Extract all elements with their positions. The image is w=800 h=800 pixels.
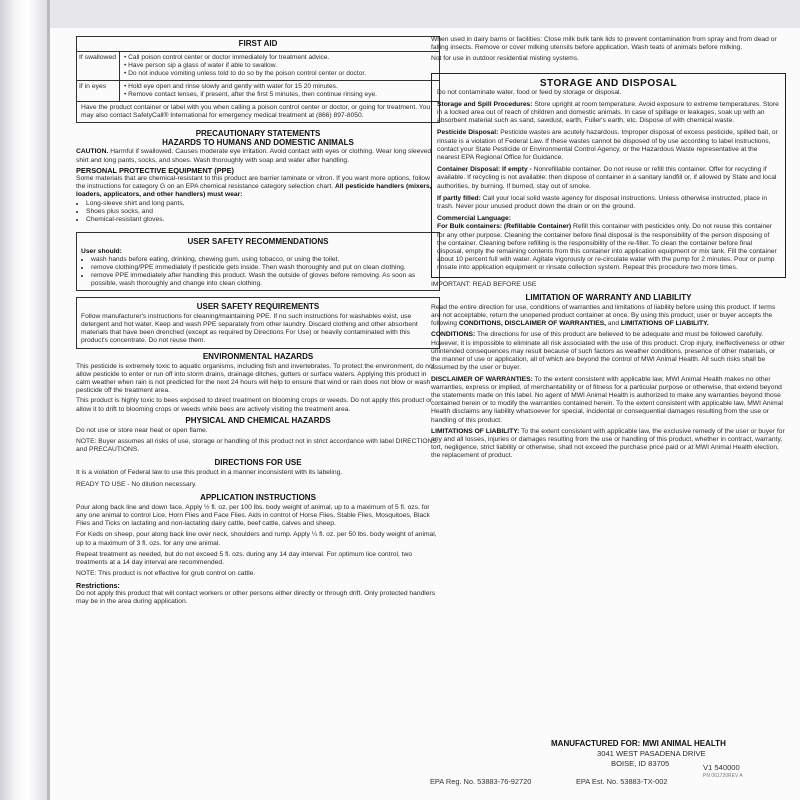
- physical-title: PHYSICAL AND CHEMICAL HAZARDS: [185, 415, 331, 425]
- ppe-text: Some materials that are chemical-resistant to this product are barrier laminate or vitron. If you want more options, follow the instructions for category G on an EPA chemical resistance category selection chart.: [76, 175, 430, 191]
- ppe-list: [76, 200, 440, 224]
- user-safety-title: USER SAFETY RECOMMENDATIONS: [187, 236, 329, 246]
- user-safety-recommendations: [76, 232, 440, 291]
- list-item: • Chemical-resistant gloves.: [86, 216, 440, 224]
- env-p2: This product is highly toxic to bees exposed to direct treatment on blooming crops or weeds. Do not apply this product or allow it to drift to blooming crops or weeds while bees are actively visiting the treatment area.: [76, 397, 433, 413]
- first-aid-table: [76, 36, 440, 123]
- restrictions-text: Do not apply this product that will contact workers or other persons either directly or through drift. Only protected handlers may be in the area during application.: [76, 589, 436, 605]
- caution-text: CAUTION. Harmful if swallowed. Causes moderate eye irritation. Avoid contact with eyes or clothing. Wear long sleeved shirt and long pants, socks, and shoes. Wash thoroughly with soap and water after handling.: [76, 148, 432, 164]
- manufactured-for-label: MANUFACTURED FOR:: [551, 739, 641, 748]
- application-p4: NOTE: This product is not effective for grub control on cattle.: [76, 570, 256, 578]
- pesticide-disposal: Pesticide Disposal: Pesticide wastes are acutely hazardous. Improper disposal of excess pesticide, spilled bait, or rinsate is a violation of Federal Law. If these wastes cannot be disposed of by use according to label instructions, contact your State Pesticide or Environmental Control Agency, or the Hazardous Waste representative at the nearest EPA Regional Office for Guidance.: [437, 129, 778, 162]
- directions-for-use: [76, 458, 440, 488]
- physical-p2: NOTE: Buyer assumes all risks of use, storage or handling of this product not in strict accordance with label DIRECTIONS and PRECAUTIONS.: [76, 438, 437, 454]
- partly-filled: If partly filled: Call your local solid waste agency for disposal instructions. Unless otherwise instructed, place in trash. Never pour unused product down the drain or on the ground.: [437, 194, 768, 211]
- important-read: IMPORTANT: READ BEFORE USE: [431, 280, 537, 288]
- manufacturer-name: MWI ANIMAL HEALTH: [642, 739, 726, 748]
- first-aid-note: Have the product container or label with you when calling a poison control center or doctor, or going for treatment. You may also contact SafetyCall® International for emergency medical treatment at (866) 897-8050.: [81, 104, 431, 120]
- product-label: [50, 28, 800, 800]
- list-item: • Shoes plus socks, and: [86, 208, 440, 216]
- list-item: • Long-sleeve shirt and long pants,: [86, 200, 440, 208]
- epa-reg-no: EPA Reg. No. 53883-76-92720: [430, 777, 532, 786]
- warranty-title: LIMITATION OF WARRANTY AND LIABILITY: [525, 292, 692, 302]
- application-p1: Pour along back line and down face. Apply ½ fl. oz. per 100 lbs. body weight of animal, up to a maximum of 5 fl. ozs. for any one animal to control Lice, Horn Flies and Face Flies. Aids in control of Horse Flies, Stable Flies, Mosquitoes, Black Flies and Ticks on lactating and non-lactating dairy cattle, beef cattle, calves and sheep.: [76, 503, 430, 528]
- commercial-language: Commercial Language:: [437, 215, 511, 223]
- first-aid-line: • Remove contact lenses, if present, after the first 5 minutes, then continue rinsing eye.: [124, 91, 377, 98]
- left-column: [76, 36, 440, 606]
- version-code: V1 540000: [703, 763, 740, 772]
- directions-p1: It is a violation of Federal law to use this product in a manner inconsistent with its labeling.: [76, 469, 343, 477]
- misting-text: Not for use in outdoor residential misting systems.: [431, 55, 579, 63]
- application-instructions: [76, 493, 440, 606]
- env-title: ENVIRONMENTAL HAZARDS: [202, 351, 314, 361]
- application-p3: Repeat treatment as needed, but do not exceed 5 fl. ozs. during any 14 day interval. For optimum lice control, two treatments at a 14 day interval are recommended.: [76, 550, 413, 567]
- physical-chemical-hazards: [76, 416, 440, 455]
- bulk-containers: For Bulk containers: (Refillable Container) Refill this container with pesticides only. Do not reuse this container for any other purpose. Cleaning the container before final disposal is the responsibility of the person disposing of the container. Cleaning before refilling is the responsibility of the re-filler. To clean the container before final disposal, empty the remaining contents from this container into application equipment or mix tank. Fill the container about 10 percent full with water. Agitate vigorously or re-circulate water with the pump for 2 minutes. Pour or pump rinsate into application equipment or rinsate collection system. Repeat this procedure two more times.: [437, 223, 777, 272]
- list-item: • remove PPE immediately after handling this product. Wash the outside of gloves before removing. As soon as possible, wash thoroughly and change into clean clothing.: [91, 272, 435, 288]
- storage-intro: Do not contaminate water, food or feed by storage or disposal.: [437, 88, 622, 96]
- first-aid-row-swallowed: [77, 51, 439, 80]
- first-aid-title: FIRST AID: [238, 39, 278, 48]
- warranty-p1: Read the entire direction for use, conditions of warranties and limitations of liability before using this product. If terms are not acceptable, return the unopened product container at once. By using this product, user or buyer accepts the following CONDITIONS, DISCLAIMER OF WARRANTIES, and LIMITATIONS OF LIABILITY.: [431, 303, 776, 328]
- part-number: PN 061720REV A: [703, 773, 743, 779]
- precautionary-title: PRECAUTIONARY STATEMENTS: [195, 129, 321, 139]
- dairy-barns-text: When used in dairy barns or facilities: Close milk bulk tank lids to prevent contamination from spray and from dead or falling insects. Remove or cover milking utensils before application. Wash teats of animals before milking.: [431, 36, 777, 52]
- disclaimer-text: DISCLAIMER OF WARRANTIES: To the extent consistent with applicable law, MWI Animal Health makes no other warranties, express or implied, of merchantability or of fitness for a particular purpose or otherwise, that extend beyond the statements made on this label. No agent of MWI Animal Health is authorized to make any warranties beyond those contained herein or to modify the warranties contained herein. To the extent consistent with applicable law, MWI Animal Health disclaims any liability whatsoever for special, incidental or consequential damages resulting from the use or handling of this product.: [431, 375, 783, 424]
- first-aid-line: • Do not induce vomiting unless told to do so by the poison control center or doctor.: [124, 70, 367, 77]
- env-p1: This pesticide is extremely toxic to aquatic organisms, including fish and invertebrates. To protect the environment, do not allow pesticide to enter or run off into storm drains, drainage ditches, gutters or surface waters. Applying this product in calm weather when rain is not predicted for the next 24 hours will help to ensure that wind or rain does not blow or wash pesticide off the treatment area.: [76, 362, 435, 395]
- epa-est-no: EPA Est. No. 53883-TX-002: [576, 777, 668, 786]
- conditions-text: CONDITIONS: The directions for use of this product are believed to be adequate and must be followed carefully. However, it is impossible to eliminate all risk associated with the use of this product. Crop injury, ineffectiveness or other unintended consequences may result because of such factors as weather conditions, presence of other materials, or the manner of use or application, all of which are beyond the control of MWI Animal Health. All such risks shall be assumed by the user or buyer.: [431, 331, 785, 372]
- directions-title: DIRECTIONS FOR USE: [214, 458, 302, 468]
- hazards-humans-title: HAZARDS TO HUMANS AND DOMESTIC ANIMALS: [162, 138, 354, 148]
- storage-title: STORAGE AND DISPOSAL: [539, 77, 678, 89]
- limitations-text: LIMITATIONS OF LIABILITY: To the extent consistent with applicable law, the exclusive remedy of the user or buyer for any and all losses, injuries or damages resulting from the use or handling of this product, whether in contract, warranty, tort, negligence, strict liability or otherwise, shall not exceed the purchase price paid or at MWI Animal Health election, the replacement of product.: [431, 427, 785, 460]
- first-aid-line: • Have person sip a glass of water if able to swallow.: [124, 62, 277, 69]
- restrictions-title: Restrictions:: [76, 580, 120, 590]
- user-should: User should:: [81, 247, 122, 255]
- list-item: • wash hands before eating, drinking, chewing gum, using tobacco, or using the toilet.: [91, 256, 435, 264]
- user-safety-requirements: [76, 297, 440, 349]
- user-req-title: USER SAFETY REQUIREMENTS: [196, 301, 320, 311]
- ppe-title: PERSONAL PROTECTIVE EQUIPMENT (PPE): [76, 165, 234, 175]
- first-aid-line: • Call poison control center or doctor immediately for treatment advice.: [124, 54, 330, 61]
- first-aid-row-eyes: [77, 80, 439, 101]
- user-req-text: Follow manufacturer's instructions for cleaning/maintaining PPE. If no such instructions for washables exist, use detergent and hot water. Keep and wash PPE separately from other laundry. Discard clothing and other absorbent materials that have been drenched (except as required by Directions For Use) or heavily contaminated with this product's concentrate. Do not reuse them.: [81, 312, 418, 345]
- first-aid-key: If in eyes: [77, 81, 120, 101]
- container-disposal: Container Disposal: If empty - Nonrefillable container. Do not reuse or refill this container. Offer for recycling if available. If recycling is not available: then dispose of container in a sanitary landfill or, if allowed by State and local authorities, by burning. If burned, stay out of smoke.: [437, 166, 777, 190]
- physical-p1: Do not use or store near heat or open flame.: [76, 426, 208, 434]
- application-p2: For Keds on sheep, pour along back line over neck, shoulders and rump. Apply ¼ fl. oz. per 50 lbs. body weight of animal, up to a maximum of 3 fl. ozs. for any one animal.: [76, 531, 437, 547]
- bottle-edge: [0, 0, 50, 800]
- manufacturer-city: BOISE, ID 83705: [611, 759, 670, 768]
- storage-disposal-box: [431, 73, 786, 278]
- first-aid-key: If swallowed: [77, 52, 120, 80]
- ppe-must: All pesticide handlers (mixers, loaders, applicators, and other handlers) must wear:: [76, 183, 432, 199]
- application-title: APPLICATION INSTRUCTIONS: [200, 492, 316, 502]
- storage-spill: Storage and Spill Procedures: Store upright at room temperature. Avoid exposure to extreme temperatures. Store in a locked area out of reach of children and domestic animals. In case of spillage or leakages, soak up with an absorbent material such as sand, sawdust, earth, Fuller's earth, etc. Dispose of with chemical waste.: [437, 100, 779, 125]
- environmental-hazards: [76, 352, 440, 414]
- manufacturer-address: 3041 WEST PASADENA DRIVE: [597, 749, 706, 758]
- manufacturer-block: [551, 739, 726, 769]
- directions-p2: READY TO USE - No dilution necessary.: [76, 480, 197, 488]
- list-item: • remove clothing/PPE immediately if pesticide gets inside. Then wash thoroughly and put on clean clothing.: [91, 264, 435, 272]
- first-aid-line: • Hold eye open and rinse slowly and gently with water for 15 20 minutes.: [124, 83, 338, 90]
- precautionary-section: [76, 129, 440, 223]
